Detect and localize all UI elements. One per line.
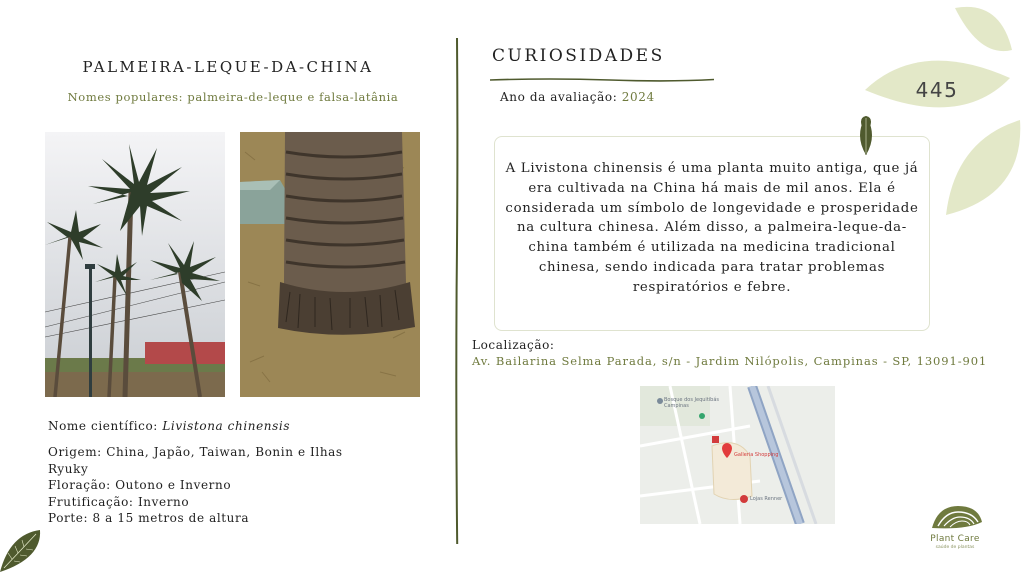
year-value: 2024 xyxy=(621,90,655,104)
logo-tagline: saúde de plantas xyxy=(935,545,975,550)
map-label-top: Bosque dos Jequitibás Campinas xyxy=(664,397,720,409)
page-title: PALMEIRA-LEQUE-DA-CHINA xyxy=(82,58,374,76)
scientific-name xyxy=(48,419,290,433)
logo-name: Plant Care xyxy=(930,534,980,544)
origin-text: Origem: China, Japão, Taiwan, Bonin e Ilhas Ryuky xyxy=(48,445,343,476)
vertical-divider xyxy=(455,38,459,544)
scientific-label: Nome científico: xyxy=(48,419,163,433)
corner-leaf-icon xyxy=(0,528,44,580)
card-number: 445 xyxy=(915,78,959,102)
year-label: Ano da avaliação: xyxy=(500,90,622,104)
palm-trees-photo xyxy=(45,132,225,397)
curiosities-text: A Livistona chinensis é uma planta muito antiga, que já era cultivada na China há mais de mil anos. Ela é considerada um símbolo de longevidade e prosperidade na cultura chinesa. Além disso, a palmeira-leque-da-china também é utilizada na medicina tradicional chinesa, sendo indicada para tratar problemas respiratórios e febre. xyxy=(505,161,919,295)
evaluation-year xyxy=(500,90,655,104)
location-label: Localização: xyxy=(472,338,555,352)
popular-names: Nomes populares: palmeira-de-leque e falsa-latânia xyxy=(67,90,399,104)
scientific-value: Livistona chinensis xyxy=(162,419,291,433)
fruiting-text: Frutificação: Inverno xyxy=(48,494,190,509)
map-label-mall: Galleria Shopping xyxy=(734,452,779,458)
palm-trunk-photo xyxy=(240,132,420,397)
heading-underline xyxy=(490,68,715,87)
curiosities-heading: CURIOSIDADES xyxy=(492,46,665,66)
location-address: Av. Bailarina Selma Parada, s/n - Jardim Nilópolis, Campinas - SP, 13091-901 xyxy=(472,354,988,368)
location-map[interactable] xyxy=(640,386,835,524)
flowering-text: Floração: Outono e Inverno xyxy=(48,478,232,492)
leaf-decoration xyxy=(860,0,1024,229)
plant-care-logo xyxy=(922,500,992,538)
map-label-store: Lojas Renner xyxy=(750,496,783,502)
plant-facts xyxy=(48,444,378,527)
size-text: Porte: 8 a 15 metros de altura xyxy=(48,511,250,525)
